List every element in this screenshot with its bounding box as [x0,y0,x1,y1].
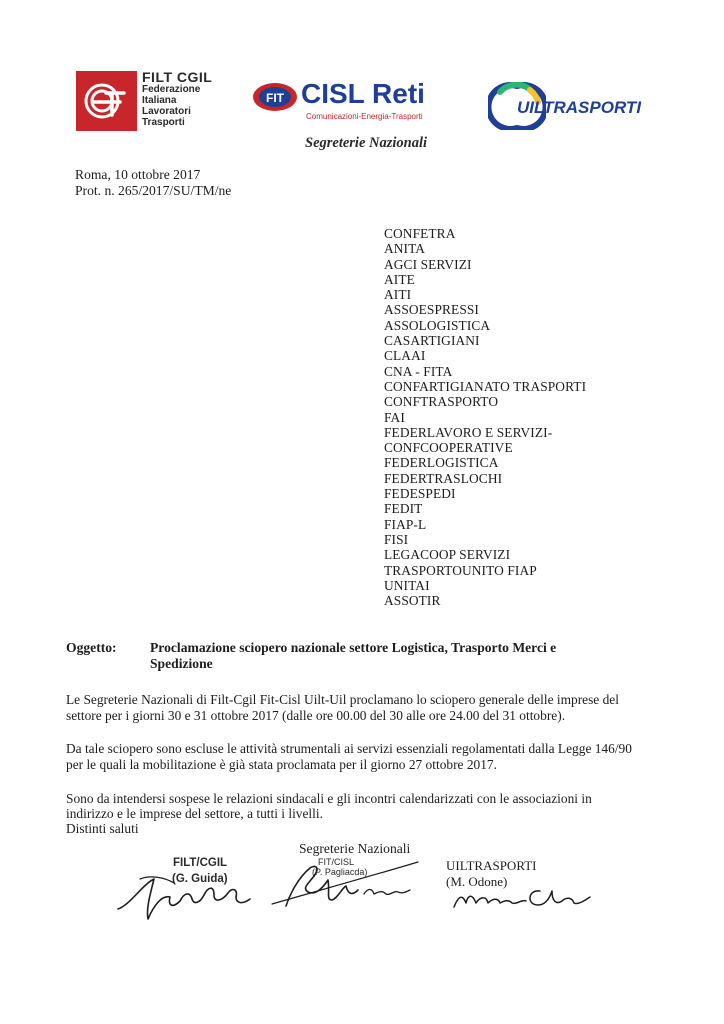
recipient: ASSOLOGISTICA [384,317,491,333]
filt-cgil-line: Trasporti [142,117,185,128]
body-paragraph-3-line-2: indirizzo e le imprese del settore, a tutti i livelli. [66,806,323,821]
protocol-line: Prot. n. 265/2017/SU/TM/ne [75,183,232,198]
filt-cgil-line: Italiana [142,95,177,106]
body-paragraph-2-line-2: per le quali la mobilitazione è già stata proclamata per il giorno 27 ottobre 2017. [66,757,497,772]
fit-cisl-subtitle: Comunicazioni-Energia-Trasporti [306,112,423,121]
recipients-list [384,226,586,608]
recipient: CONFETRA [384,226,456,241]
body-paragraph-1-line-2: settore per i giorni 30 e 31 ottobre 2017 (dalle ore 00.00 del 30 alle ore 24.00 del 31 ottobre). [66,708,566,723]
segreterie-heading: Segreterie Nazionali [305,135,428,151]
recipient: FISI [384,531,409,547]
signatures-heading: Segreterie Nazionali [299,841,411,856]
recipient: FIAP-L [384,516,427,532]
recipient: FEDERLAVORO E SERVIZI- [384,424,553,440]
filt-signature-name: (G. Guida) [172,873,228,885]
subject-line-2: Spedizione [150,656,213,671]
recipient: FEDIT [384,501,423,517]
recipient: FEDERTRASLOCHI [384,470,503,486]
recipient: CONFARTIGIANATO TRASPORTI [384,378,587,394]
filt-cgil-wordmark [142,70,212,128]
fit-cisl-badge-icon [252,82,298,112]
uiltrasporti-wordmark: UILTRASPORTI [517,98,642,117]
recipient: CLAAI [384,348,426,364]
recipient: CONFTRASPORTO [384,394,499,410]
recipient: AITE [384,271,415,287]
date-line: Roma, 10 ottobre 2017 [75,167,201,182]
fit-handwritten-signature [268,858,428,913]
uil-signature-name: (M. Odone) [446,874,508,889]
uil-handwritten-signature [448,875,598,920]
recipient: ASSOTIR [384,593,441,609]
recipient: FEDESPEDI [384,486,456,502]
filt-cgil-title: FILT CGIL [142,69,213,85]
filt-cgil-emblem-icon [76,71,137,131]
body-paragraph-1-line-1: Le Segreterie Nazionali di Filt-Cgil Fit-Cisl Uilt-Uil proclamano lo sciopero generale delle imprese del [66,692,619,707]
recipient: FEDERLOGISTICA [384,455,499,471]
filt-handwritten-signature [110,865,260,925]
filt-cgil-line: Federazione [142,84,201,95]
fit-signature-org: FIT/CISL [318,857,355,867]
filt-cgil-logo [76,71,137,131]
recipient: LEGACOOP SERVIZI [384,547,511,563]
subject-label: Oggetto: [66,640,117,655]
closing-line: Distinti saluti [66,821,139,836]
recipient: UNITAI [384,577,430,593]
subject-line-1: Proclamazione sciopero nazionale settore Logistica, Trasporto Merci e [150,640,557,655]
fit-signature-name: (P. Pagliacda) [312,867,368,877]
filt-signature-org: FILT/CGIL [173,857,228,869]
recipient: CONFCOOPERATIVE [384,440,513,456]
uil-signature-org: UILTRASPORTI [446,858,537,873]
recipient: CNA - FITA [384,363,453,379]
recipient: TRASPORTOUNITO FIAP [384,562,537,578]
recipient: FAI [384,409,405,425]
recipient: ASSOESPRESSI [384,302,479,318]
recipient: ANITA [384,241,426,257]
body-paragraph-3-line-1: Sono da intendersi sospese le relazioni sindacali e gli incontri calendarizzati con le associazioni in [66,791,592,806]
fit-cisl-title: CISL Reti [301,78,425,109]
recipient: AGCI SERVIZI [384,256,472,272]
fit-cisl-badge-text: FIT [266,91,284,105]
body-paragraph-2-line-1: Da tale sciopero sono escluse le attività strumentali ai servizi essenziali regolamentati dalla Legge 146/90 [66,741,632,756]
filt-cgil-line: Lavoratori [142,106,191,117]
recipient: AITI [384,287,412,303]
recipient: CASARTIGIANI [384,333,480,349]
